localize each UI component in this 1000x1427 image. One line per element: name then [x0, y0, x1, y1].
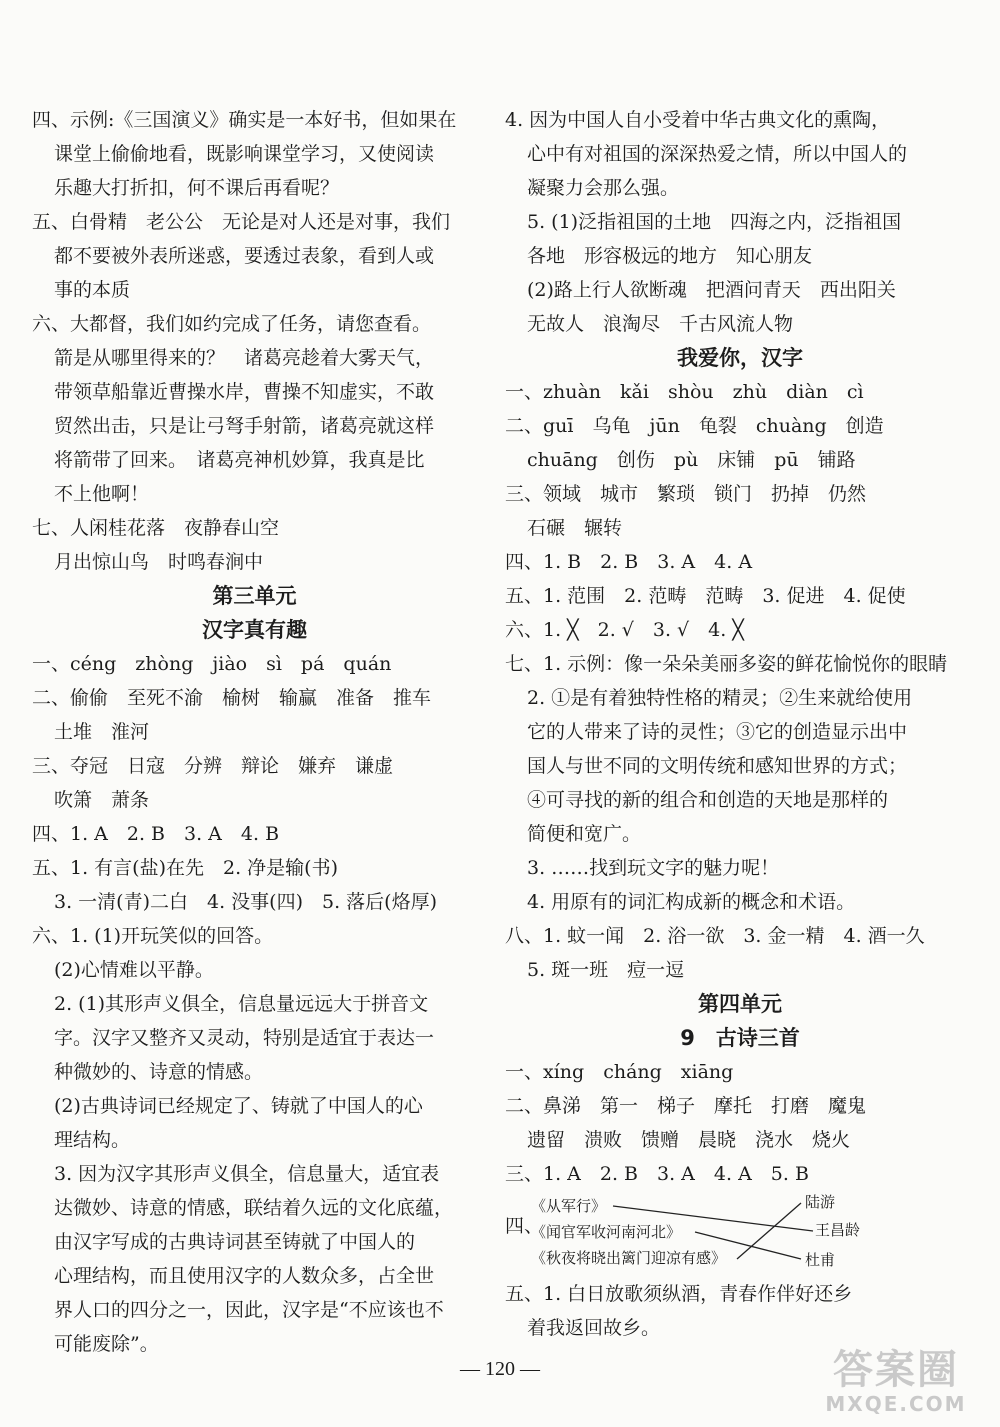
- answer-line: 遗留 溃败 馈赠 晨晓 浇水 烧火: [527, 1129, 851, 1151]
- section-heading: 汉字真有趣: [202, 618, 307, 642]
- left-column: [32, 103, 477, 1361]
- watermark-line1: 答案圈: [833, 1347, 959, 1393]
- answer-line: 二、偷偷 至死不渝 榆树 输赢 准备 推车: [32, 687, 432, 709]
- answer-line: 七、人闲桂花落 夜静春山空: [32, 517, 280, 539]
- answer-line: 四、1. A 2. B 3. A 4. B: [32, 823, 280, 845]
- answer-line: 带领草船靠近曹操水岸，曹操不知虚实，不敢: [54, 381, 435, 403]
- answer-line: 字。汉字又整齐又灵动，特别是适宜于表达一: [54, 1027, 435, 1049]
- answer-line: 3. 因为汉字其形声义俱全，信息量大，适宜表: [54, 1163, 440, 1185]
- matching-prefix: 四、: [505, 1215, 544, 1237]
- answer-line: 土堆 淮河: [54, 721, 150, 743]
- matching-right-item: 杜甫: [805, 1251, 836, 1269]
- answer-line: 不上他啊！: [54, 483, 150, 505]
- answer-line: 国人与世不同的文明传统和感知世界的方式；: [527, 755, 908, 777]
- answer-line: 5. 斑一班 痘一逗: [527, 959, 685, 981]
- answer-line: 二、鼻涕 第一 梯子 摩托 打磨 魔鬼: [505, 1095, 867, 1117]
- answer-line: 无故人 浪淘尽 千古风流人物: [527, 313, 794, 335]
- answer-line: 一、céng zhòng jiào sì pá quán: [32, 653, 392, 675]
- answer-line: 四、1. B 2. B 3. A 4. A: [505, 551, 753, 573]
- answer-line: 乐趣大打折扣，何不课后再看呢？: [54, 177, 340, 199]
- answer-line: 吹箫 萧条: [54, 789, 150, 811]
- matching-exercise: [505, 1191, 975, 1277]
- answer-line: 心理结构，而且使用汉字的人数众多，占全世: [54, 1265, 435, 1287]
- answer-line: (2)古典诗词已经规定了、铸就了中国人的心: [54, 1095, 423, 1117]
- answer-line: 箭是从哪里得来的？ 诸葛亮趁着大雾天气，: [54, 347, 435, 369]
- answer-line: (2)心情难以平静。: [54, 959, 214, 981]
- answer-line: 贸然出击，只是让弓弩手射箭，诸葛亮就这样: [54, 415, 435, 437]
- answer-line: chuāng 创伤 pù 床铺 pū 铺路: [527, 449, 856, 471]
- answer-line: 3. 一清(青)二白 4. 没事(四) 5. 落后(烙厚): [54, 891, 437, 913]
- answer-line: 三、领域 城市 繁琐 锁门 扔掉 仍然: [505, 483, 867, 505]
- answer-line: 由汉字写成的古典诗词甚至铸就了中国人的: [54, 1231, 416, 1253]
- answer-line: 三、夺冠 日寇 分辨 辩论 嫌弃 谦虚: [32, 755, 394, 777]
- answer-line: 将箭带了回来。 诸葛亮神机妙算，我真是比: [54, 449, 425, 471]
- section-heading: 第四单元: [698, 992, 782, 1016]
- answer-line: 三、1. A 2. B 3. A 4. A 5. B: [505, 1163, 809, 1185]
- answer-line: 着我返回故乡。: [527, 1317, 661, 1339]
- answer-line: 都不要被外表所迷惑，要透过表象，看到人或: [54, 245, 435, 267]
- answer-line: 事的本质: [54, 279, 131, 301]
- answer-line: 二、guī 乌龟 jūn 龟裂 chuàng 创造: [505, 415, 884, 437]
- answer-line: 各地 形容极远的地方 知心朋友: [527, 245, 813, 267]
- answer-line: 2. ①是有着独特性格的精灵；②生来就给使用: [527, 687, 913, 709]
- answer-line: 4. 因为中国人自小受着中华古典文化的熏陶，: [505, 109, 891, 131]
- answer-line: 种微妙的、诗意的情感。: [54, 1061, 264, 1083]
- answer-line: 五、1. 范围 2. 范畴 范畴 3. 促进 4. 促使: [505, 585, 906, 607]
- matching-right-item: 陆游: [805, 1193, 836, 1211]
- answer-line: 达微妙、诗意的情感，联结着久远的文化底蕴，: [54, 1197, 454, 1219]
- answer-line: 它的人带来了诗的灵性；③它的创造显示出中: [527, 721, 908, 743]
- answer-line: 凝聚力会那么强。: [527, 177, 680, 199]
- matching-left-item: 《从军行》: [531, 1197, 607, 1215]
- answer-line: 5. (1)泛指祖国的土地 四海之内，泛指祖国: [527, 211, 902, 233]
- answer-line: 2. (1)其形声义俱全，信息量远远大于拼音文: [54, 993, 429, 1015]
- section-heading: 9 古诗三首: [680, 1026, 800, 1050]
- matching-lines: [505, 1191, 975, 1277]
- section-heading: 我爱你，汉字: [677, 346, 803, 370]
- answer-line: 简便和宽广。: [527, 823, 642, 845]
- answer-line: 可能废除”。: [54, 1333, 159, 1355]
- answer-line: 3. ……找到玩文字的魅力呢！: [527, 857, 780, 879]
- answer-line: 4. 用原有的词汇构成新的概念和术语。: [527, 891, 856, 913]
- answer-line: 六、1. ╳ 2. √ 3. √ 4. ╳: [505, 619, 744, 641]
- page-number: — 120 —: [460, 1358, 540, 1380]
- answer-line: 六、1. (1)开玩笑似的回答。: [32, 925, 274, 947]
- answer-line: 八、1. 蚊一闻 2. 浴一欲 3. 金一精 4. 酒一久: [505, 925, 925, 947]
- matching-left-item: 《闻官军收河南河北》: [531, 1223, 682, 1241]
- watermark-line2: MXQE.COM: [825, 1392, 967, 1416]
- watermark-logo: [806, 1347, 986, 1417]
- answer-line: 一、xíng cháng xiāng: [505, 1061, 734, 1083]
- matching-right-item: 王昌龄: [815, 1221, 861, 1239]
- answer-line: 七、1. 示例：像一朵朵美丽多姿的鲜花愉悦你的眼睛: [505, 653, 948, 675]
- answer-line: 五、1. 白日放歌须纵酒，青春作伴好还乡: [505, 1283, 853, 1305]
- right-column: [505, 103, 975, 1345]
- answer-line: 月出惊山鸟 时鸣春涧中: [54, 551, 264, 573]
- answer-line: 石碾 辗转: [527, 517, 623, 539]
- right-column-top: [505, 103, 975, 1191]
- answer-line: 理结构。: [54, 1129, 131, 1151]
- answer-line: 六、大都督，我们如约完成了任务，请您查看。: [32, 313, 432, 335]
- answer-line: (2)路上行人欲断魂 把酒问青天 西出阳关: [527, 279, 896, 301]
- answer-line: 一、zhuàn kǎi shòu zhù diàn cì: [505, 381, 864, 403]
- answer-line: 五、1. 有言(盐)在先 2. 净是输(书): [32, 857, 338, 879]
- match-line: [695, 1232, 801, 1259]
- answer-line: 四、示例:《三国演义》确实是一本好书，但如果在: [32, 109, 457, 131]
- matching-left-item: 《秋夜将晓出篱门迎凉有感》: [531, 1249, 727, 1267]
- right-column-bottom: [505, 1277, 975, 1345]
- answer-line: 课堂上偷偷地看，既影响课堂学习，又使阅读: [54, 143, 435, 165]
- answer-line: 界人口的四分之一，因此，汉字是“不应该也不: [54, 1299, 444, 1321]
- answer-line: 五、白骨精 老公公 无论是对人还是对事，我们: [32, 211, 451, 233]
- section-heading: 第三单元: [212, 584, 297, 608]
- answer-line: ④可寻找的新的组合和创造的天地是那样的: [527, 789, 889, 811]
- answer-line: 心中有对祖国的深深热爱之情，所以中国人的: [527, 143, 908, 165]
